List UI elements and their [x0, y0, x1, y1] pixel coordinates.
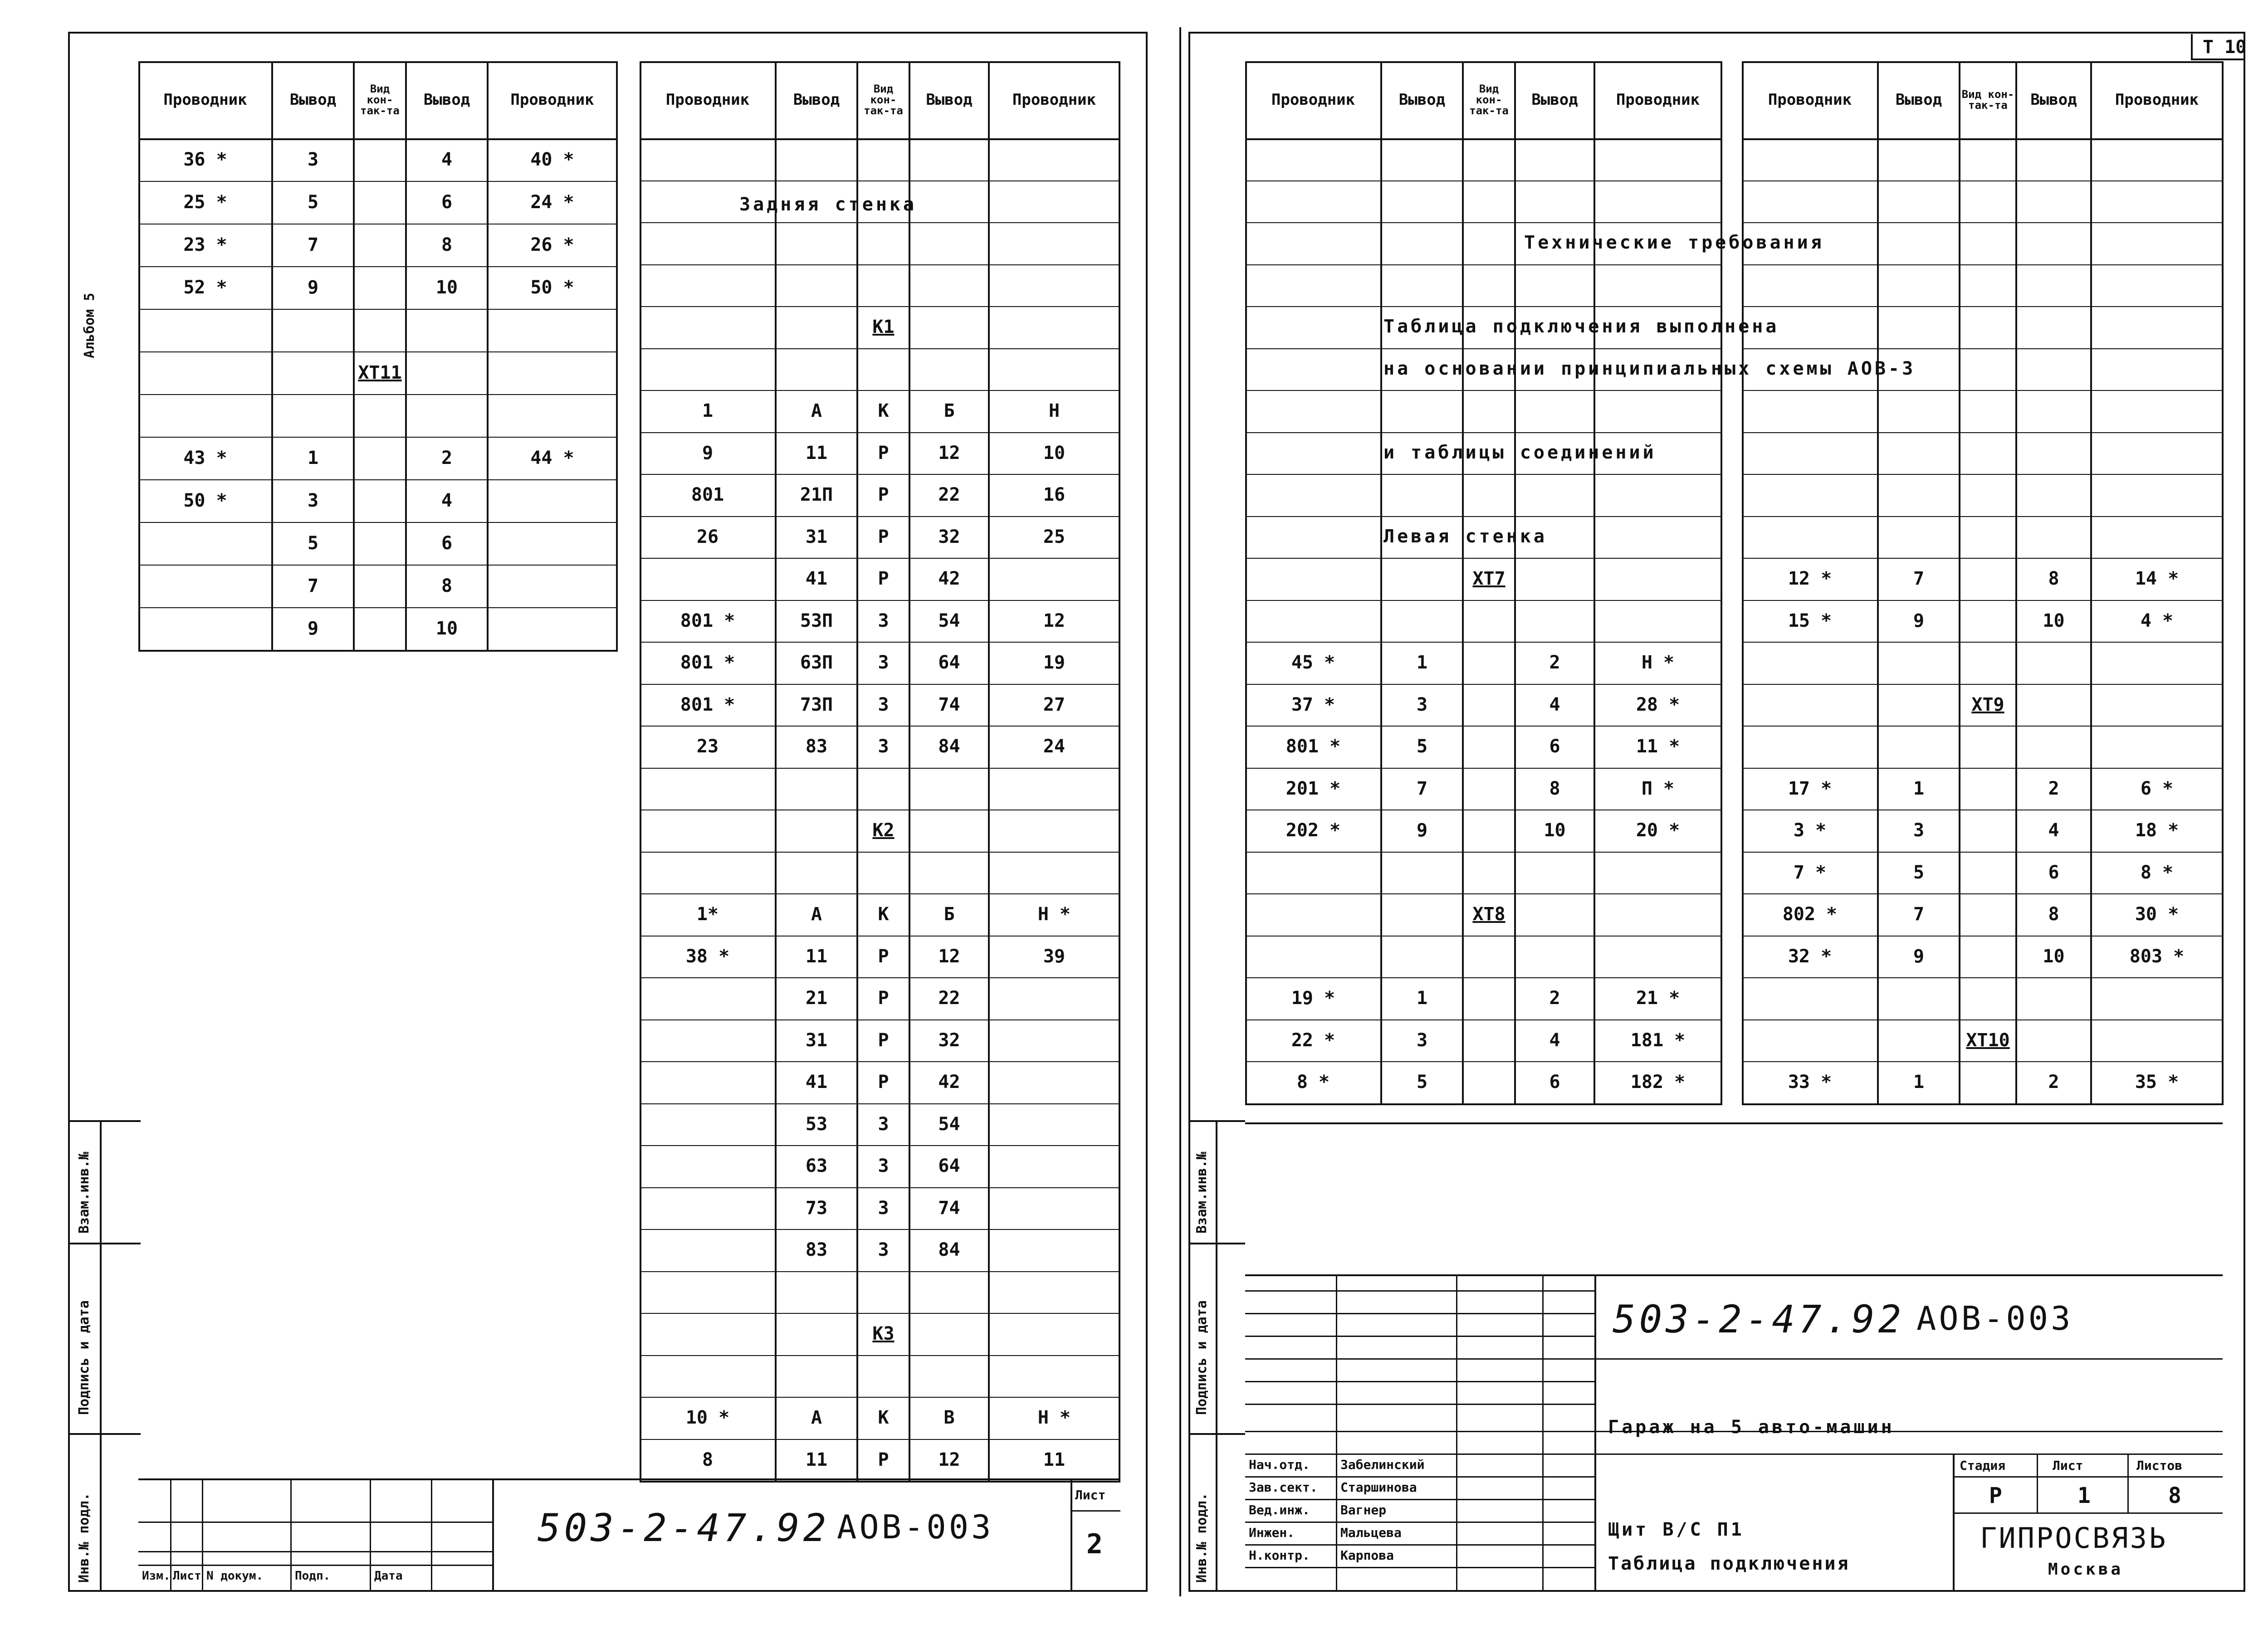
table-cell: 74 — [938, 1197, 960, 1219]
table-cell: Н * — [1037, 904, 1071, 925]
table-cell: 12 — [938, 1449, 960, 1470]
col-header-conductor: Проводник — [510, 91, 594, 109]
col-header-terminal: Вывод — [2030, 91, 2077, 109]
technical-note-line: и таблицы соединений — [1383, 442, 1657, 463]
table-cell: Р — [878, 1449, 889, 1470]
left-title-block — [138, 1478, 1120, 1592]
table-cell: 53П — [800, 610, 833, 631]
rear-wall-connection-table — [640, 61, 1119, 1472]
col-header-conductor: Проводник — [665, 91, 750, 109]
table-cell: 26 — [696, 526, 719, 547]
table-cell: 3 — [1913, 820, 1925, 841]
table-cell: 8 — [441, 234, 453, 255]
table-cell: 6 — [1549, 736, 1560, 757]
table-cell: 6 — [441, 533, 453, 554]
doc-no-label: N докум. — [206, 1569, 264, 1583]
col-header-contact-type: Вид кон-так-та — [1469, 83, 1509, 117]
table-cell: 4 — [1549, 1029, 1560, 1051]
table-cell: 25 * — [183, 192, 227, 213]
signatory-name: Вагнер — [1340, 1502, 1387, 1517]
table-cell: 1 — [1416, 652, 1428, 673]
table-cell: 21П — [800, 484, 833, 506]
table-cell: 201 * — [1286, 778, 1341, 799]
table-cell: 21 — [805, 988, 828, 1009]
table-cell: З — [878, 1197, 889, 1219]
doc-mark: АОВ-003 — [837, 1508, 994, 1546]
table-cell: 64 — [938, 1156, 960, 1177]
table-cell: 30 * — [2135, 904, 2179, 925]
object-name: Гараж на 5 авто-машин — [1608, 1417, 1895, 1438]
table-cell: 5 — [307, 192, 319, 213]
table-cell: 9 — [1416, 820, 1428, 841]
block-label: K3 — [872, 1323, 894, 1345]
table-cell: 6 — [1549, 1072, 1560, 1093]
table-cell: 26 * — [530, 234, 574, 255]
block-label: XT7 — [1472, 568, 1505, 590]
table-cell: 21 * — [1636, 988, 1680, 1009]
col-header-contact-type: Вид кон-так-та — [864, 83, 903, 117]
table-cell: К — [878, 1407, 889, 1429]
table-cell: 9 — [307, 277, 319, 298]
table-cell: 54 — [938, 610, 960, 631]
table-cell: Р — [878, 946, 889, 967]
block-label: XT11 — [358, 362, 402, 383]
replaced-inv-label: Взам.инв.№ — [1194, 1151, 1210, 1234]
table-cell: 24 * — [530, 192, 574, 213]
doc-code: 503-2-47.92 — [538, 1506, 830, 1550]
block-label: K1 — [872, 317, 894, 338]
col-header-terminal: Вывод — [926, 91, 973, 109]
table-cell: 22 — [938, 484, 960, 506]
table-cell: В — [943, 1407, 955, 1429]
table-cell: 4 — [1549, 694, 1560, 715]
table-cell: 44 * — [530, 448, 574, 468]
table-cell: 8 * — [2140, 862, 2174, 883]
replaced-inv-label: Взам.инв.№ — [76, 1151, 92, 1234]
table-cell: 801 * — [680, 694, 735, 715]
table-cell: Р — [878, 568, 889, 590]
table-cell: 33 * — [1788, 1072, 1832, 1093]
table-cell: 11 — [1043, 1449, 1066, 1470]
table-cell: 7 — [307, 234, 319, 255]
table-cell: 50 * — [183, 490, 227, 511]
table-cell: 16 — [1043, 484, 1066, 506]
table-cell: З — [878, 694, 889, 715]
table-cell: 52 * — [183, 277, 227, 298]
table-cell: Н — [1048, 400, 1060, 422]
col-header-conductor: Проводник — [1271, 91, 1355, 109]
table-cell: 2 — [1549, 988, 1560, 1009]
table-cell: 8 * — [1296, 1072, 1330, 1093]
table-cell: Н * — [1641, 652, 1675, 673]
col-header-contact-type: Вид кон-так-та — [1961, 88, 2014, 112]
rev-label: Изм. — [142, 1569, 171, 1583]
table-cell: К — [878, 904, 889, 925]
table-cell: 42 — [938, 1072, 960, 1093]
table-cell: 801 * — [680, 652, 735, 673]
table-cell: 1* — [696, 904, 719, 925]
table-cell: 11 — [805, 1449, 828, 1470]
table-cell: 10 * — [685, 1407, 730, 1429]
table-cell: 83 — [805, 1239, 828, 1261]
table-cell: 23 — [696, 736, 719, 757]
table-cell: 5 — [307, 533, 319, 554]
col-header-terminal: Вывод — [1531, 91, 1578, 109]
signatory-name: Карпова — [1340, 1548, 1394, 1563]
col-header-terminal: Вывод — [289, 91, 337, 109]
technical-note-line: на основании принципиальных схемы АОВ-3 — [1383, 358, 1916, 379]
col-header-terminal: Вывод — [1398, 91, 1446, 109]
table-cell: 50 * — [530, 277, 574, 298]
table-cell: Р — [878, 988, 889, 1009]
table-cell: 32 — [938, 526, 960, 547]
signature-date-label: Подпись и дата — [76, 1300, 92, 1415]
signatory-role: Зав.сект. — [1249, 1480, 1318, 1495]
col-header-terminal: Вывод — [423, 91, 470, 109]
table-cell: 17 * — [1788, 778, 1832, 799]
org-name: ГИПРОСВЯЗЬ — [1980, 1522, 2168, 1555]
table-cell: 31 — [805, 526, 828, 547]
table-cell: 8 — [1549, 778, 1560, 799]
signatory-role: Вед.инж. — [1249, 1502, 1310, 1517]
table-cell: 27 — [1043, 694, 1066, 715]
table-cell: 4 — [2048, 820, 2059, 841]
table-cell: 5 — [1416, 1072, 1428, 1093]
table-cell: 1 — [1913, 778, 1925, 799]
table-cell: А — [811, 904, 822, 925]
table-cell: 8 — [2048, 904, 2059, 925]
table-cell: 11 * — [1636, 736, 1680, 757]
table-cell: 28 * — [1636, 694, 1680, 715]
col-header-conductor: Проводник — [1012, 91, 1096, 109]
table-cell: 7 * — [1793, 862, 1827, 883]
table-cell: 1 — [1416, 988, 1428, 1009]
table-cell: З — [878, 1239, 889, 1261]
table-cell: 7 — [1416, 778, 1428, 799]
table-cell: 20 * — [1636, 820, 1680, 841]
table-cell: Б — [943, 904, 955, 925]
table-cell: 5 — [1913, 862, 1925, 883]
table-cell: 32 * — [1788, 946, 1832, 967]
table-cell: 801 — [691, 484, 724, 506]
table-cell: 73П — [800, 694, 833, 715]
sheet-value: 1 — [2077, 1483, 2091, 1508]
table-cell: 7 — [1913, 904, 1925, 925]
table-cell: 2 — [2048, 778, 2059, 799]
table-cell: 10 — [1043, 442, 1066, 463]
table-cell: 6 — [2048, 862, 2059, 883]
doc-mark: АОВ-003 — [1916, 1299, 2073, 1337]
col-header-contact-type: Вид кон-так-та — [360, 83, 400, 117]
table-cell: 10 — [435, 277, 458, 298]
table-cell: 40 * — [530, 149, 574, 170]
block-label: XT10 — [1966, 1029, 2010, 1051]
sheets-value: 8 — [2168, 1483, 2181, 1508]
table-cell: 801 * — [680, 610, 735, 631]
col-header-conductor: Проводник — [1616, 91, 1700, 109]
table-cell: 8 — [441, 576, 453, 596]
table-cell: 10 — [2043, 946, 2065, 967]
table-cell: 36 * — [183, 149, 227, 170]
table-cell: Б — [943, 400, 955, 422]
block-label: K2 — [872, 820, 894, 841]
table-cell: 35 * — [2135, 1072, 2179, 1093]
table-cell: 53 — [805, 1113, 828, 1135]
table-cell: 10 — [2043, 610, 2065, 631]
orig-inv-label: Инв.№ подл. — [1194, 1493, 1210, 1583]
table-cell: Р — [878, 484, 889, 506]
col-header-terminal: Вывод — [1895, 91, 1942, 109]
table-cell: 19 * — [1291, 988, 1335, 1009]
table-cell: 15 * — [1788, 610, 1832, 631]
technical-note-line: Таблица подключения выполнена — [1383, 316, 1779, 337]
table-cell: 37 * — [1291, 694, 1335, 715]
table-cell: 202 * — [1286, 820, 1341, 841]
table-cell: 38 * — [685, 946, 730, 967]
table-cell: Р — [878, 442, 889, 463]
table-cell: 5 — [1416, 736, 1428, 757]
table-cell: 12 — [938, 442, 960, 463]
table-cell: 181 * — [1630, 1029, 1686, 1051]
table-cell: 9 — [702, 442, 714, 463]
table-cell: 10 — [435, 618, 458, 639]
table-cell: Р — [878, 1029, 889, 1051]
table-cell: 4 — [441, 490, 453, 511]
sheet-corner-mark: Т 10 — [2191, 34, 2244, 60]
technical-note-line: Левая стенка — [1383, 526, 1547, 547]
table-cell: 14 * — [2135, 568, 2179, 590]
table-cell: 41 — [805, 1072, 828, 1093]
table-cell: 83 — [805, 736, 828, 757]
org-city: Москва — [2048, 1560, 2124, 1579]
table-cell: 19 — [1043, 652, 1066, 673]
table-cell: З — [878, 652, 889, 673]
table-cell: 25 — [1043, 526, 1066, 547]
table-cell: 64 — [938, 652, 960, 673]
table-cell: 1 — [307, 448, 319, 468]
col-header-terminal: Вывод — [793, 91, 840, 109]
table-cell: 11 — [805, 946, 828, 967]
table-cell: 7 — [1913, 568, 1925, 590]
table-cell: 1 — [702, 400, 714, 422]
block-label: XT9 — [1971, 694, 2004, 715]
table-cell: 22 — [938, 988, 960, 1009]
sheet-number: 2 — [1086, 1528, 1103, 1560]
table-cell: 182 * — [1630, 1072, 1686, 1093]
table-cell: 1 — [1913, 1072, 1925, 1093]
left-wall-connection-table — [1245, 61, 1721, 1122]
signatory-name: Забелинский — [1340, 1457, 1425, 1472]
table-cell: П * — [1641, 778, 1675, 799]
table-cell: 31 — [805, 1029, 828, 1051]
table-cell: З — [878, 1156, 889, 1177]
table-cell: 803 * — [2129, 946, 2185, 967]
table-cell: А — [811, 1407, 822, 1429]
drawing-name-2: Таблица подключения — [1608, 1553, 1850, 1574]
table-cell: 43 * — [183, 448, 227, 468]
table-cell: Р — [878, 1072, 889, 1093]
sheet-col-label: Лист — [173, 1569, 201, 1583]
table-cell: 2 — [1549, 652, 1560, 673]
table-cell: 3 * — [1793, 820, 1827, 841]
table-cell: З — [878, 610, 889, 631]
right-connection-table — [1742, 61, 2223, 1122]
table-cell: 3 — [307, 149, 319, 170]
table-cell: 42 — [938, 568, 960, 590]
signatory-role: Нач.отд. — [1249, 1457, 1310, 1472]
table-cell: Н * — [1037, 1407, 1071, 1429]
sheet-label: Лист — [2053, 1458, 2083, 1473]
table-cell: 7 — [307, 576, 319, 596]
table-cell: З — [878, 736, 889, 757]
table-cell: 84 — [938, 736, 960, 757]
col-header-conductor: Проводник — [163, 91, 247, 109]
signatory-role: Н.контр. — [1249, 1548, 1310, 1563]
table-cell: 12 — [938, 946, 960, 967]
table-cell: 3 — [1416, 694, 1428, 715]
signatory-role: Инжен. — [1249, 1525, 1295, 1540]
table-cell: 24 — [1043, 736, 1066, 757]
table-cell: 802 * — [1782, 904, 1838, 925]
orig-inv-label: Инв.№ подл. — [76, 1493, 92, 1583]
table-cell: 2 — [2048, 1072, 2059, 1093]
table-cell: 22 * — [1291, 1029, 1335, 1051]
right-side-stamp — [1188, 1120, 1245, 1592]
album-label: Альбом 5 — [82, 293, 98, 358]
table-cell: 4 — [441, 149, 453, 170]
table-cell: 6 — [441, 192, 453, 213]
table-cell: 3 — [1416, 1029, 1428, 1051]
drawing-name-1: Щит В/С П1 — [1608, 1519, 1745, 1540]
table-cell: 6 * — [2140, 778, 2174, 799]
table-cell: А — [811, 400, 822, 422]
table-cell: 9 — [307, 618, 319, 639]
table-cell: 32 — [938, 1029, 960, 1051]
table-cell: 801 * — [1286, 736, 1341, 757]
sheets-label: Листов — [2136, 1458, 2183, 1473]
signature-date-label: Подпись и дата — [1194, 1300, 1210, 1415]
doc-code: 503-2-47.92 — [1613, 1297, 1905, 1341]
left-connection-table — [138, 61, 617, 1472]
sheet-label: Лист — [1075, 1488, 1106, 1502]
table-cell: 9 — [1913, 610, 1925, 631]
table-cell: 18 * — [2135, 820, 2179, 841]
table-cell: 73 — [805, 1197, 828, 1219]
table-cell: 9 — [1913, 946, 1925, 967]
table-cell: 45 * — [1291, 652, 1335, 673]
technical-note-line: Технические требования — [1524, 232, 1824, 253]
right-title-block — [1245, 1122, 2223, 1592]
table-cell: 23 * — [183, 234, 227, 255]
signatory-name: Старшинова — [1340, 1480, 1417, 1495]
table-cell: 12 * — [1788, 568, 1832, 590]
table-cell: 74 — [938, 694, 960, 715]
table-cell: 8 — [702, 1449, 714, 1470]
signatory-name: Мальцева — [1340, 1525, 1402, 1540]
col-header-conductor: Проводник — [2115, 91, 2199, 109]
left-side-stamp — [68, 1120, 141, 1592]
table-cell: 11 — [805, 442, 828, 463]
table-cell: 8 — [2048, 568, 2059, 590]
stage-label: Стадия — [1960, 1458, 2006, 1473]
table-cell: 4 * — [2140, 610, 2174, 631]
table-cell: 84 — [938, 1239, 960, 1261]
col-header-conductor: Проводник — [1768, 91, 1852, 109]
table-cell: К — [878, 400, 889, 422]
date-label: Дата — [374, 1569, 403, 1583]
table-cell: З — [878, 1113, 889, 1135]
block-label: XT8 — [1472, 904, 1505, 925]
table-cell: 39 — [1043, 946, 1066, 967]
signature-label: Подп. — [295, 1569, 331, 1583]
table-cell: 10 — [1544, 820, 1566, 841]
stage-value: Р — [1989, 1483, 2002, 1508]
table-cell: 2 — [441, 448, 453, 468]
table-cell: 63П — [800, 652, 833, 673]
table-cell: Р — [878, 526, 889, 547]
table-cell: 3 — [307, 490, 319, 511]
table-cell: 54 — [938, 1113, 960, 1135]
table-cell: 63 — [805, 1156, 828, 1177]
table-cell: 12 — [1043, 610, 1066, 631]
table-cell: 41 — [805, 568, 828, 590]
rear-wall-note: Задняя стенка — [739, 194, 917, 215]
